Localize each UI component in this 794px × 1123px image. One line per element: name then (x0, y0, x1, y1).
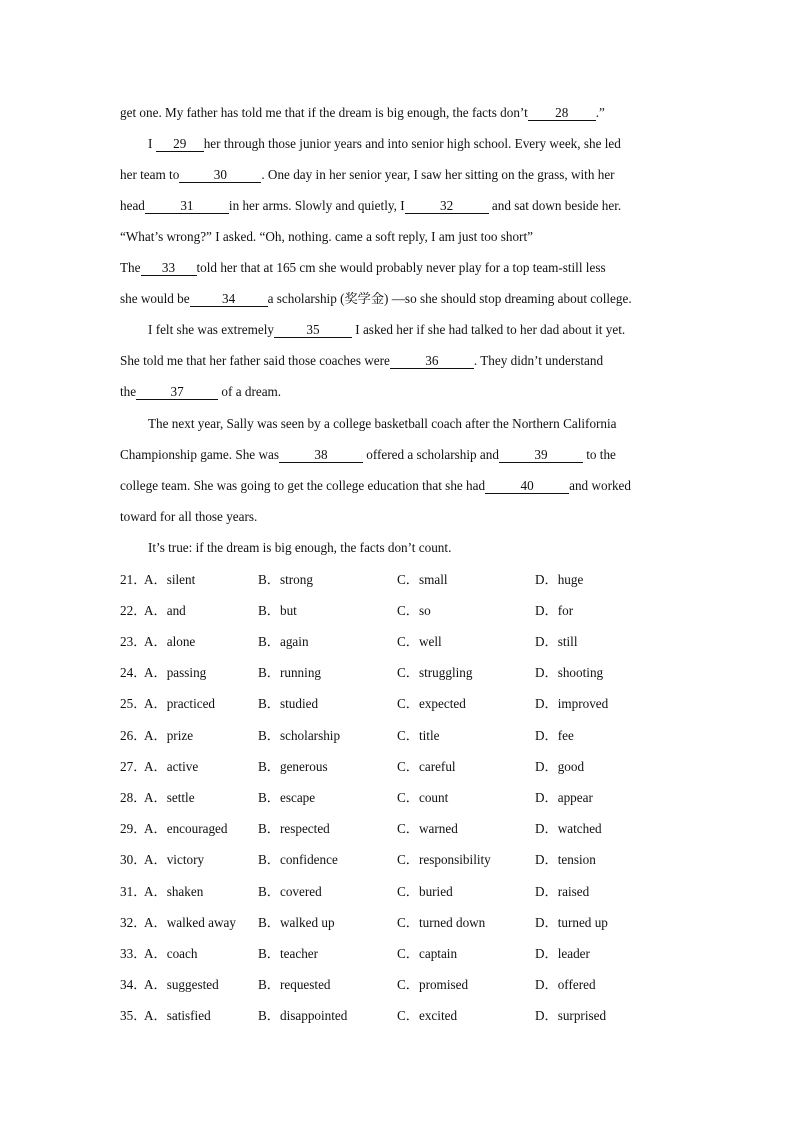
text: told her that at 165 cm she would probably never play for a top team-still less (196, 260, 606, 275)
option-d: D．good (535, 759, 585, 774)
option-c: C．turned down (397, 915, 486, 930)
blank-31: 31 (145, 199, 229, 214)
option-c: C．title (397, 728, 440, 743)
option-c: C．warned (397, 821, 458, 836)
option-a: A．active (144, 759, 199, 774)
text: and worked (569, 478, 631, 493)
text: .” (595, 105, 605, 120)
text: She told me that her father said those coaches were (120, 353, 390, 368)
option-d: D．still (535, 634, 578, 649)
option-a: A．satisfied (144, 1008, 211, 1023)
option-a: A．walked away (144, 915, 236, 930)
question-number: 23． (120, 634, 147, 649)
option-b: B．confidence (258, 852, 338, 867)
text: . One day in her senior year, I saw her sitting on the grass, with her (261, 167, 615, 182)
text: I (148, 136, 156, 151)
option-d: D．watched (535, 821, 602, 836)
blank-36: 36 (390, 354, 474, 369)
question-row (120, 571, 680, 589)
question-row (120, 633, 680, 651)
question-number: 22． (120, 603, 147, 618)
text: her team to (120, 167, 180, 182)
option-a: A．suggested (144, 977, 219, 992)
blank-38: 38 (279, 448, 363, 463)
question-number: 34． (120, 977, 147, 992)
passage-line-13 (120, 477, 680, 495)
question-number: 24． (120, 665, 147, 680)
option-b: B．teacher (258, 946, 319, 961)
text: get one. My father has told me that if the dream is big enough, the facts don’t (120, 105, 528, 120)
option-b: B．generous (258, 759, 328, 774)
option-d: D．huge (535, 572, 584, 587)
text: . They didn’t understand (473, 353, 604, 368)
option-c: C．so (397, 603, 431, 618)
text: “What’s wrong?” I asked. “Oh, nothing. came a soft reply, I am just too short” (120, 229, 533, 244)
option-d: D．appear (535, 790, 593, 805)
blank-39: 39 (499, 448, 583, 463)
blank-34: 34 (190, 292, 268, 307)
question-row (120, 602, 680, 620)
text: It’s true: if the dream is big enough, the facts don’t count. (148, 540, 452, 555)
question-number: 32． (120, 915, 147, 930)
option-d: D．offered (535, 977, 596, 992)
passage-line-7 (120, 290, 680, 308)
option-b: B．scholarship (258, 728, 341, 743)
question-number: 31． (120, 884, 147, 899)
option-a: A．victory (144, 852, 205, 867)
text: I asked her if she had talked to her dad about it yet. (351, 322, 626, 337)
option-b: B．escape (258, 790, 316, 805)
question-number: 21． (120, 572, 147, 587)
option-c: C．count (397, 790, 449, 805)
question-number: 26． (120, 728, 147, 743)
passage-line-11 (148, 415, 680, 433)
option-b: B．disappointed (258, 1008, 348, 1023)
option-c: C．responsibility (397, 852, 491, 867)
option-a: A．passing (144, 665, 207, 680)
option-a: A．alone (144, 634, 196, 649)
question-number: 30． (120, 852, 147, 867)
option-c: C．small (397, 572, 448, 587)
option-b: B．studied (258, 696, 319, 711)
option-b: B．running (258, 665, 322, 680)
text: Championship game. She was (120, 447, 279, 462)
question-number: 28． (120, 790, 147, 805)
passage-line-14 (120, 508, 680, 526)
question-row (120, 945, 680, 963)
option-c: C．struggling (397, 665, 473, 680)
question-row (120, 883, 680, 901)
text: in her arms. Slowly and quietly, I (228, 198, 405, 213)
passage-line-9 (120, 352, 680, 370)
blank-33: 33 (141, 261, 197, 276)
option-c: C．excited (397, 1008, 458, 1023)
text: of a dream. (218, 384, 282, 399)
option-c: C．buried (397, 884, 453, 899)
option-b: B．again (258, 634, 309, 649)
option-d: D．surprised (535, 1008, 607, 1023)
question-row (120, 758, 680, 776)
option-a: A．settle (144, 790, 195, 805)
question-row (120, 1007, 680, 1025)
blank-32: 32 (405, 199, 489, 214)
option-c: C．promised (397, 977, 469, 992)
text: I felt she was extremely (148, 322, 274, 337)
text: and sat down beside her. (488, 198, 622, 213)
text: to the (582, 447, 616, 462)
text: head (120, 198, 145, 213)
option-d: D．improved (535, 696, 609, 711)
question-number: 33． (120, 946, 147, 961)
option-d: D．turned up (535, 915, 608, 930)
option-a: A．coach (144, 946, 198, 961)
text: toward for all those years. (120, 509, 258, 524)
question-number: 27． (120, 759, 147, 774)
passage-line-10 (120, 383, 680, 401)
option-d: D．fee (535, 728, 574, 743)
question-row (120, 820, 680, 838)
option-a: A．shaken (144, 884, 204, 899)
passage-line-2 (148, 135, 680, 153)
passage-line-8 (148, 321, 680, 339)
option-d: D．leader (535, 946, 590, 961)
question-row (120, 664, 680, 682)
passage-line-15 (148, 539, 680, 557)
question-row (120, 851, 680, 869)
option-d: D．tension (535, 852, 596, 867)
option-c: C．expected (397, 696, 466, 711)
text: a scholarship (奖学金) —so she should stop dreaming about college. (267, 291, 632, 306)
passage-line-1 (120, 104, 680, 122)
option-d: D．raised (535, 884, 590, 899)
question-row (120, 695, 680, 713)
option-b: B．covered (258, 884, 322, 899)
blank-28: 28 (528, 106, 596, 121)
blank-35: 35 (274, 323, 352, 338)
text: The (120, 260, 141, 275)
text: her through those junior years and into senior high school. Every week, she led (203, 136, 621, 151)
question-row (120, 914, 680, 932)
text: college team. She was going to get the college education that she had (120, 478, 486, 493)
option-b: B．strong (258, 572, 313, 587)
option-a: A．encouraged (144, 821, 228, 836)
passage-line-5 (120, 228, 680, 246)
option-d: D．for (535, 603, 574, 618)
blank-30: 30 (179, 168, 261, 183)
blank-29: 29 (156, 137, 204, 152)
passage-line-3 (120, 166, 680, 184)
option-a: A．and (144, 603, 186, 618)
question-number: 25． (120, 696, 147, 711)
question-row (120, 727, 680, 745)
option-b: B．but (258, 603, 297, 618)
text: offered a scholarship and (362, 447, 499, 462)
text: the (120, 384, 137, 399)
passage-line-4 (120, 197, 680, 215)
passage-line-12 (120, 446, 680, 464)
question-number: 29． (120, 821, 147, 836)
option-a: A．prize (144, 728, 194, 743)
question-row (120, 789, 680, 807)
option-c: C．well (397, 634, 442, 649)
passage-line-6 (120, 259, 680, 277)
option-c: C．careful (397, 759, 456, 774)
text: she would be (120, 291, 190, 306)
option-a: A．silent (144, 572, 196, 587)
option-b: B．walked up (258, 915, 335, 930)
option-b: B．requested (258, 977, 331, 992)
option-b: B．respected (258, 821, 330, 836)
question-number: 35． (120, 1008, 147, 1023)
option-c: C．captain (397, 946, 458, 961)
text: The next year, Sally was seen by a college basketball coach after the Northern California (148, 416, 617, 431)
option-a: A．practiced (144, 696, 216, 711)
option-d: D．shooting (535, 665, 604, 680)
blank-40: 40 (485, 479, 569, 494)
blank-37: 37 (136, 385, 218, 400)
question-row (120, 976, 680, 994)
